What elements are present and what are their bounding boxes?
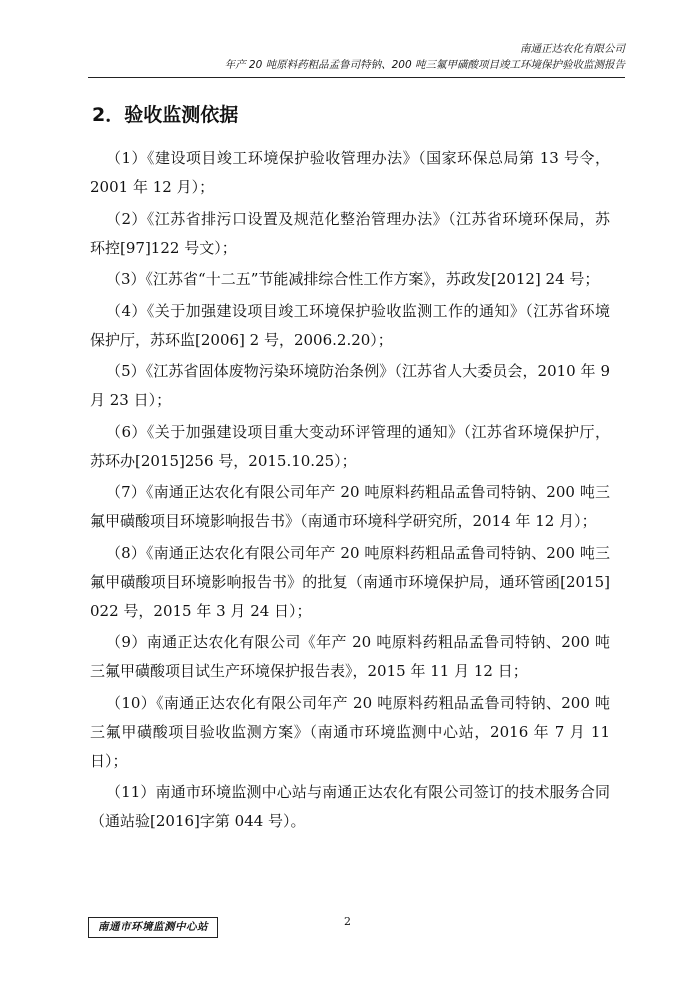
reference-item: （11）南通市环境监测中心站与南通正达农化有限公司签订的技术服务合同（通站验[2016]字第 044 号）。: [90, 783, 610, 830]
header-divider: [88, 77, 625, 78]
page-number: 2: [344, 915, 351, 928]
reference-item: （3）《江苏省“十二五”节能减排综合性工作方案》，苏政发[2012] 24 号；: [106, 270, 600, 288]
reference-item: （6）《关于加强建设项目重大变动环评管理的通知》（江苏省环境保护厅，苏环办[2015]256 号，2015.10.25）；: [90, 422, 610, 470]
header-company: 南通正达农化有限公司: [520, 43, 625, 55]
header-report-title: 年产 20 吨原料药粗品孟鲁司特钠、200 吨三氟甲磺酸项目竣工环境保护验收监测报告: [224, 59, 625, 71]
reference-item: （1）《建设项目竣工环境保护验收管理办法》（国家环保总局第 13 号令，2001 年 12 月）；: [90, 149, 610, 196]
footer-stamp: 南通市环境监测中心站: [88, 917, 218, 938]
reference-item: （10）《南通正达农化有限公司年产 20 吨原料药粗品孟鲁司特钠、200 吨三氟甲磺酸项目验收监测方案》（南通市环境监测中心站，2016 年 7 月 11 日）；: [90, 693, 610, 770]
reference-item: （9）南通正达农化有限公司《年产 20 吨原料药粗品孟鲁司特钠、200 吨三氟甲磺酸项目试生产环境保护报告表》，2015 年 11 月 12 日；: [90, 633, 610, 680]
reference-list: [90, 144, 610, 839]
reference-item: （7）《南通正达农化有限公司年产 20 吨原料药粗品孟鲁司特钠、200 吨三氟甲磺酸项目环境影响报告书》（南通市环境科学研究所，2014 年 12 月）；: [90, 483, 610, 530]
page-header: [225, 42, 625, 72]
reference-item: （5）《江苏省固体废物污染环境防治条例》（江苏省人大委员会，2010 年 9 月 23 日）；: [90, 362, 610, 409]
reference-item: （8）《南通正达农化有限公司年产 20 吨原料药粗品孟鲁司特钠、200 吨三氟甲磺酸项目环境影响报告书》的批复（南通市环境保护局，通环管函[2015] 022 号，2015 年 3 月 24 日）；: [90, 543, 610, 620]
reference-item: （2）《江苏省排污口设置及规范化整治管理办法》（江苏省环境环保局，苏环控[97]122 号文）；: [90, 209, 610, 257]
reference-item: （4）《关于加强建设项目竣工环境保护验收监测工作的通知》（江苏省环境保护厅，苏环监[2006] 2 号，2006.2.20）；: [90, 301, 610, 349]
section-title: 2．验收监测依据: [92, 104, 239, 126]
